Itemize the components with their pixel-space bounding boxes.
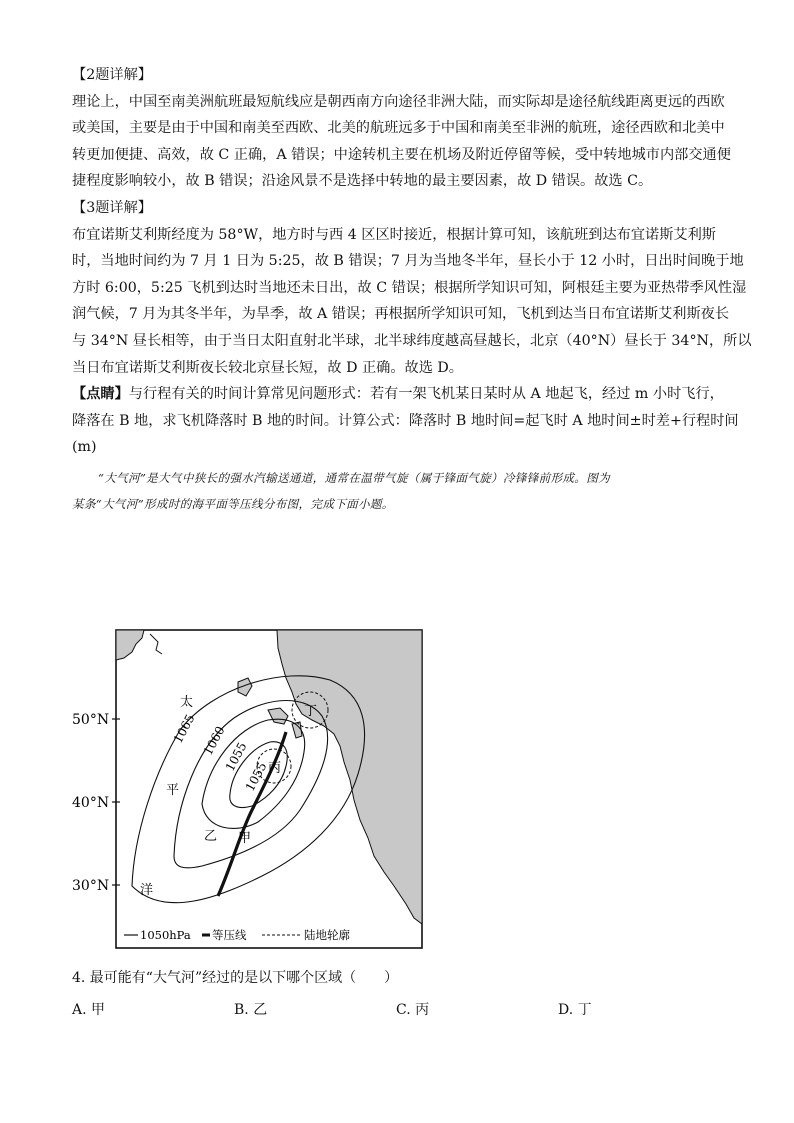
intro-line: 某条“大气河”形成时的海平面等压线分布图，完成下面小题。	[72, 496, 394, 511]
isobar-label: 1060	[200, 723, 228, 758]
text-line: 与 34°N 昼长相等，由于当日太阳直射北半球，北半球纬度越高昼越长，北京（40°N）昼长于 34°N，所以	[72, 332, 752, 349]
area-yi: 乙	[204, 829, 218, 844]
isobar-label: 1055	[242, 759, 270, 794]
page-content	[72, 62, 752, 517]
text-line: 或美国，主要是由于中国和南美至西欧、北美的航班远多于中国和南美至非洲的航班，途径西欧和北美中	[72, 120, 725, 137]
text-line: 时，当地时间约为 7 月 1 日为 5:25，故 B 错误；7 月为当地冬半年，昼长小于 12 小时，日出时间晚于地	[72, 253, 744, 270]
ocean-char: 洋	[140, 883, 154, 898]
ocean-char: 太	[180, 695, 194, 710]
legend-isobar-text: 等压线	[212, 928, 247, 942]
option-c[interactable]: C. 丙	[396, 1002, 430, 1018]
text-line: 转更加便捷、高效，故 C 正确，A 错误；中途转机主要在机场及附近停留等候，受中转地城市内部交通便	[72, 146, 731, 163]
text-line: 降落在 B 地，求飞机降落时 B 地的时间。计算公式：降落时 B 地时间=起飞时 A 地时间±时差+行程时间	[72, 412, 739, 429]
area-bing: 丙	[268, 761, 282, 776]
option-a[interactable]: A. 甲	[72, 1002, 106, 1018]
text-line: (m)	[72, 439, 97, 456]
section-heading: 【3题详解】	[72, 199, 152, 216]
tip-section	[72, 381, 739, 461]
isobar-map	[72, 624, 432, 954]
tip-label: 【点睛】	[72, 386, 129, 403]
section-heading: 【2题详解】	[72, 67, 152, 83]
question-block	[72, 954, 724, 1022]
area-jia: 甲	[238, 831, 252, 846]
lat-label-50: 50°N	[72, 712, 110, 728]
section-3	[72, 195, 752, 381]
intro-line: “大气河”是大气中狭长的强水汽输送通道，通常在温带气旋（属于锋面气旋）冷锋锋前形成。图为	[98, 470, 610, 485]
text-line: 捷程度影响较小，故 B 错误；沿途风景不是选择中转地的最主要因素，故 D 错误。故选 C。	[72, 173, 653, 190]
question-text: 4. 最可能有“大气河”经过的是以下哪个区域（ ）	[72, 970, 399, 986]
legend-isobar-value: 1050hPa	[140, 928, 191, 942]
option-d[interactable]: D. 丁	[558, 1002, 592, 1018]
text-line	[72, 381, 724, 408]
option-b[interactable]: B. 乙	[234, 1002, 268, 1018]
text-line: 布宜诺斯艾利斯经度为 58°W，地方时与西 4 区区时接近，根据计算可知，该航班到达布宜诺斯艾利斯	[72, 226, 716, 243]
text-line: 当日布宜诺斯艾利斯夜长较北京昼长短，故 D 正确。故选 D。	[72, 359, 463, 376]
area-ding: 丁	[304, 704, 318, 719]
lat-label-30: 30°N	[72, 878, 110, 894]
tip-text: 与行程有关的时间计算常见问题形式：若有一架飞机某日某时从 A 地起飞，经过 m 小时飞行，	[128, 386, 724, 403]
isobar-label: 1065	[170, 711, 198, 746]
text-line: 润气候，7 月为其冬半年，为旱季，故 A 错误；再根据所学知识可知，飞机到达当日布宜诺斯艾利斯夜长	[72, 306, 730, 323]
text-line: 理论上，中国至南美洲航班最短航线应是朝西南方向途径非洲大陆，而实际却是途径航线距离更远的西欧	[72, 93, 725, 110]
answer-options	[72, 998, 724, 1022]
isobar-label: 1055	[222, 739, 250, 774]
lat-label-40: 40°N	[72, 795, 110, 811]
ocean-char: 平	[166, 783, 180, 798]
intro-paragraph	[72, 465, 724, 517]
legend-coast-text: 陆地轮廓	[304, 928, 350, 942]
text-line: 方时 6:00，5:25 飞机到达时当地还未日出，故 C 错误；根据所学知识可知，阿根廷主要为亚热带季风性湿	[72, 279, 747, 296]
section-2	[72, 62, 731, 195]
